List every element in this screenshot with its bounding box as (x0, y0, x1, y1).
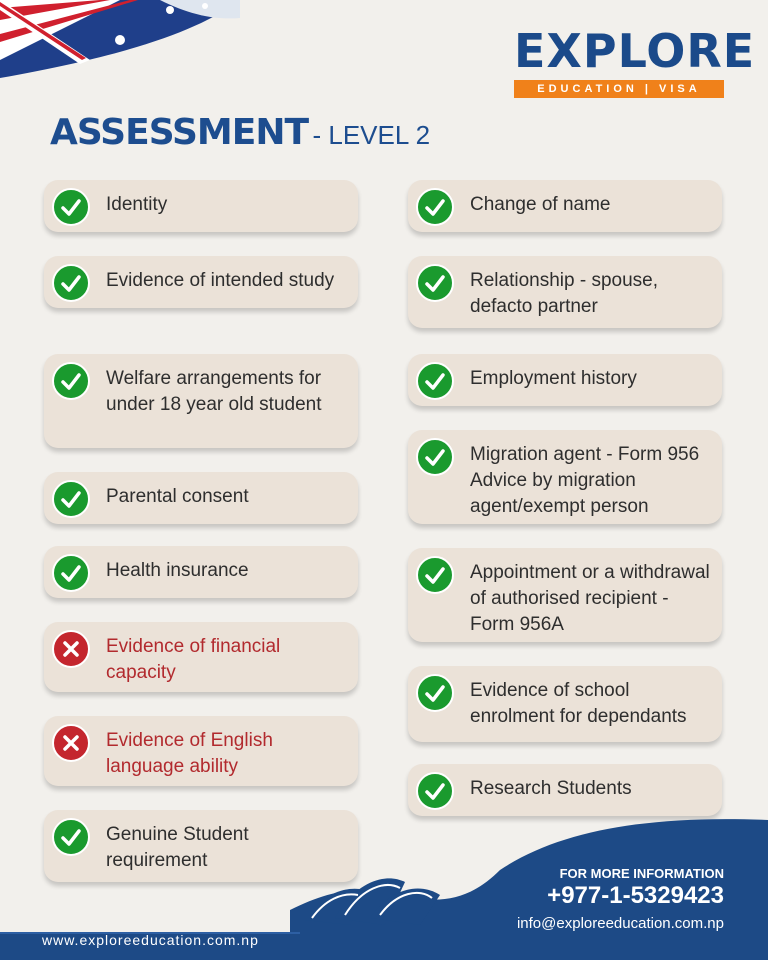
item-relationship (408, 256, 722, 328)
cross-icon (52, 724, 90, 762)
item-label: Evidence of school enrolment for dependants (470, 680, 687, 727)
check-icon (416, 188, 454, 226)
check-icon (416, 674, 454, 712)
check-icon (52, 480, 90, 518)
item-label: Appointment or a withdrawal of authorised recipient - Form 956A (470, 562, 710, 635)
item-label: Identity (106, 194, 168, 215)
logo-wordmark: EXPLORE (514, 24, 756, 78)
page-title (50, 112, 430, 153)
info-heading: FOR MORE INFORMATION (559, 866, 724, 881)
item-identity (44, 180, 358, 232)
title-sub: - LEVEL 2 (312, 120, 431, 150)
item-label: Evidence of intended study (106, 270, 335, 291)
title-main: ASSESSMENT (50, 112, 309, 153)
check-icon (416, 438, 454, 476)
item-label: Welfare arrangements for under 18 year old student (106, 368, 322, 415)
item-school-enrolment (408, 666, 722, 742)
check-icon (416, 362, 454, 400)
check-icon (52, 362, 90, 400)
item-label: Parental consent (106, 486, 249, 507)
check-icon (416, 264, 454, 302)
item-financial-capacity (44, 622, 358, 692)
item-label: Genuine Student requirement (106, 824, 249, 871)
item-label: Migration agent - Form 956 Advice by migration agent/exempt person (470, 444, 700, 517)
item-change-of-name (408, 180, 722, 232)
item-parental-consent (44, 472, 358, 524)
check-icon (52, 264, 90, 302)
explore-logo (514, 24, 756, 102)
cross-icon (52, 630, 90, 668)
australia-flag-graphic (0, 0, 240, 78)
check-icon (52, 188, 90, 226)
check-icon (416, 556, 454, 594)
item-english-ability (44, 716, 358, 786)
info-phone[interactable]: +977-1-5329423 (547, 882, 724, 909)
check-icon (52, 554, 90, 592)
item-label: Research Students (470, 778, 632, 799)
item-appointment-withdrawal (408, 548, 722, 642)
item-label: Health insurance (106, 560, 249, 581)
item-label: Evidence of financial capacity (106, 636, 281, 683)
item-employment-history (408, 354, 722, 406)
item-welfare-arrangements (44, 354, 358, 448)
item-label: Change of name (470, 194, 611, 215)
item-label: Evidence of English language ability (106, 730, 273, 777)
item-health-insurance (44, 546, 358, 598)
info-email[interactable]: info@exploreeducation.com.np (516, 915, 724, 932)
logo-tagline: EDUCATION | VISA (514, 80, 724, 98)
item-label: Employment history (470, 368, 637, 389)
item-migration-agent (408, 430, 722, 524)
item-label: Relationship - spouse, defacto partner (470, 270, 658, 317)
footer-website-link[interactable]: www.exploreeducation.com.np (42, 932, 259, 948)
item-intended-study (44, 256, 358, 308)
